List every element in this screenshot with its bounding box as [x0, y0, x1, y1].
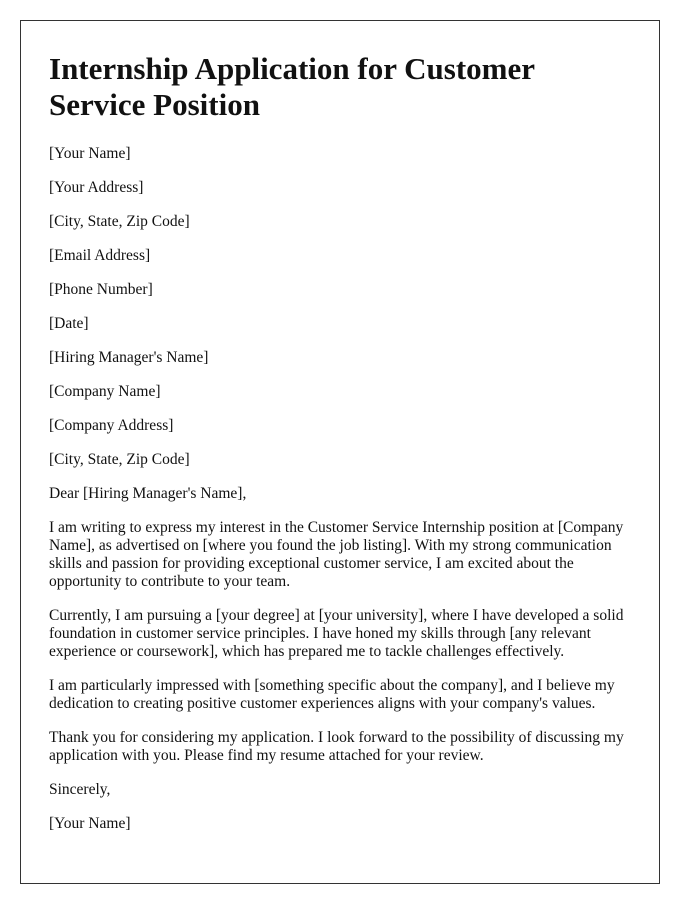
body-paragraph: I am writing to express my interest in the Customer Service Internship position at [Company Name], as advertised on [where you found the job listing]. With my strong communication skills and passion for providing exceptional customer service, I am excited about the opportunity to contribute to your team.	[49, 519, 624, 590]
salutation: Dear [Hiring Manager's Name],	[49, 485, 247, 502]
recipient-company-address: [Company Address]	[49, 417, 174, 434]
letter-page	[20, 20, 660, 884]
closing: Sincerely,	[49, 781, 111, 798]
body-paragraph: Thank you for considering my application. I look forward to the possibility of discussing my application with you. Please find my resume attached for your review.	[49, 729, 624, 764]
sender-city-state-zip: [City, State, Zip Code]	[49, 213, 190, 230]
recipient-hiring-manager: [Hiring Manager's Name]	[49, 349, 209, 366]
sender-phone: [Phone Number]	[49, 281, 153, 298]
sender-address: [Your Address]	[49, 179, 144, 196]
sender-email: [Email Address]	[49, 247, 151, 264]
recipient-city-state-zip: [City, State, Zip Code]	[49, 451, 190, 468]
recipient-company-name: [Company Name]	[49, 383, 161, 400]
body-paragraph: Currently, I am pursuing a [your degree] at [your university], where I have developed a solid foundation in customer service principles. I have honed my skills through [any relevant experience or coursework], which has prepared me to tackle challenges effectively.	[49, 607, 624, 660]
body-paragraph: I am particularly impressed with [something specific about the company], and I believe my dedication to creating positive customer experiences aligns with your company's values.	[49, 677, 615, 712]
document-title: Internship Application for Customer Service Position	[49, 51, 535, 122]
sender-name: [Your Name]	[49, 145, 131, 162]
signature: [Your Name]	[49, 815, 131, 832]
letter-date: [Date]	[49, 315, 89, 332]
